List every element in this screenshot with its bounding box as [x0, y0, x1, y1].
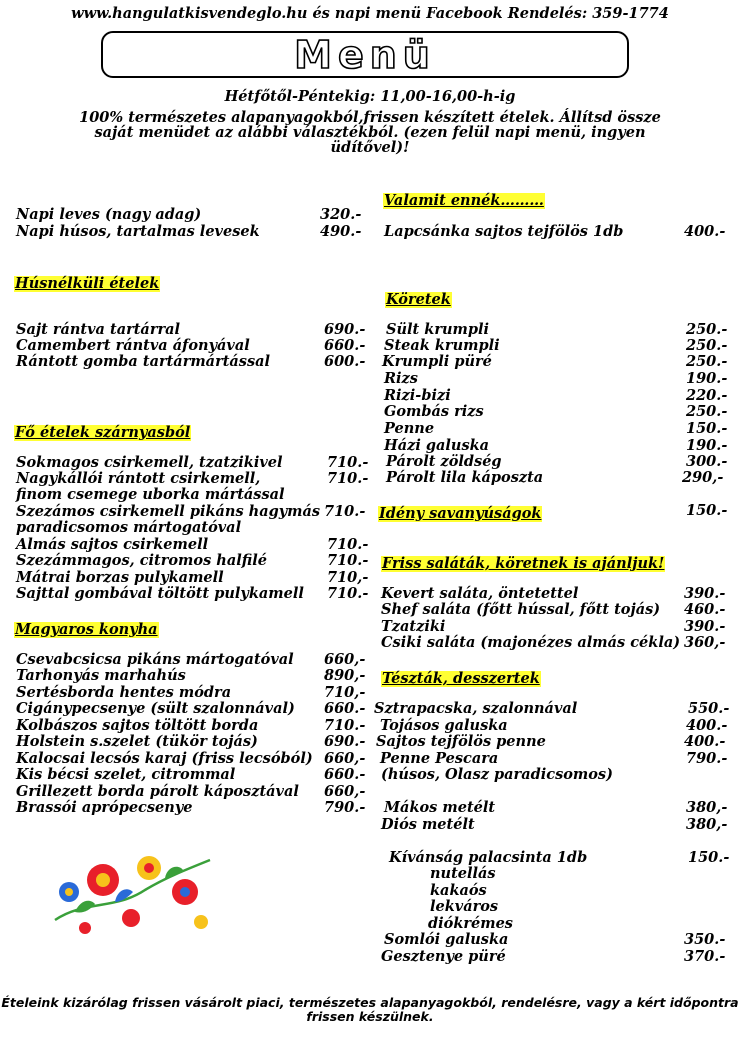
menu-item-name: finom csemege uborka mártással: [16, 486, 285, 503]
menu-item-price: 400.-: [684, 733, 726, 750]
menu-item-name: Gombás rizs: [384, 403, 484, 420]
menu-item-price: 660,-: [324, 651, 366, 668]
menu-item-name: Kalocsai lecsós karaj (friss lecsóból): [16, 750, 313, 767]
section-title-salads: Friss saláták, köretnek is ajánljuk!: [382, 555, 665, 572]
menu-item-name: Sokmagos csirkemell, tzatzikivel: [16, 454, 283, 471]
menu-item-price: 190.-: [686, 437, 728, 454]
menu-item-name: Nagykállói rántott csirkemell,: [16, 470, 261, 487]
menu-item-name: Sajttal gombával töltött pulykamell: [16, 585, 304, 602]
menu-item-name: Párolt zöldség: [386, 453, 502, 470]
menu-item-price: 250.-: [686, 337, 728, 354]
menu-item-price: 710,-: [327, 569, 369, 586]
menu-item-price: 380,-: [686, 799, 728, 816]
menu-item-price: 790.-: [324, 799, 366, 816]
banner-title: Menü: [294, 32, 436, 77]
menu-item-name: Csiki saláta (majonézes almás cékla): [381, 634, 681, 651]
menu-item-name: Steak krumpli: [384, 337, 500, 354]
menu-item-name: Rántott gomba tartármártással: [16, 353, 271, 370]
menu-item-name: Csevabcsicsa pikáns mártogatóval: [16, 651, 294, 668]
menu-item-name: Penne: [384, 420, 435, 437]
menu-item-price: 710.-: [327, 536, 369, 553]
menu-item-price: 460.-: [684, 601, 726, 618]
menu-item-name: Napi húsos, tartalmas levesek: [16, 223, 260, 240]
menu-item-name: Shef saláta (főtt hússal, főtt tojás): [381, 601, 661, 618]
menu-item-price: 710.-: [327, 470, 369, 487]
menu-item-name: Lapcsánka sajtos tejfölös 1db: [384, 223, 624, 240]
menu-item-name: Tzatziki: [381, 618, 446, 635]
section-title-snack: Valamit ennék………: [384, 192, 544, 209]
menu-item-price: 400.-: [684, 223, 726, 240]
menu-item-name: Sztrapacska, szalonnával: [374, 700, 578, 717]
menu-item-name: Krumpli püré: [382, 353, 492, 370]
menu-item-price: 400.-: [686, 717, 728, 734]
menu-item-price: 390.-: [684, 618, 726, 635]
menu-item-price: 150.-: [686, 420, 728, 437]
header-contact-line: www.hangulatkisvendeglo.hu és napi menü Facebook Rendelés: 359-1774: [71, 5, 669, 22]
menu-item-price: 290,-: [682, 469, 724, 486]
menu-item-price: 250.-: [686, 403, 728, 420]
menu-item-name: Párolt lila káposzta: [386, 469, 544, 486]
menu-item-name: Sült krumpli: [386, 321, 489, 338]
menu-item-price: 890,-: [324, 667, 366, 684]
menu-banner: [101, 31, 629, 78]
menu-item-name: Szezámmagos, citromos halfilé: [16, 552, 268, 569]
filling-item: nutellás: [430, 865, 496, 882]
menu-item-price: 660,-: [324, 783, 366, 800]
menu-item-price: 600.-: [324, 353, 366, 370]
menu-item-name: Sertésborda hentes módra: [16, 684, 232, 701]
menu-item-name: Kívánság palacsinta 1db: [389, 849, 588, 866]
footer-note: Ételeink kizárólag frissen vásárolt piaci, természetes alapanyagokból, rendelésre, vagy a kért időpontra frissen készülnek.: [1, 995, 739, 1024]
section-title-pasta: Tészták, desszertek: [382, 670, 540, 687]
menu-item-price: 360,-: [684, 634, 726, 651]
menu-item-price: 550.-: [688, 700, 730, 717]
menu-item-name: Diós metélt: [381, 816, 475, 833]
menu-item-name: Camembert rántva áfonyával: [16, 337, 250, 354]
menu-item-name: Gesztenye püré: [381, 948, 506, 965]
menu-item-price: 220.-: [686, 387, 728, 404]
flower-embroidery-image: [45, 840, 215, 940]
menu-item-name: Tarhonyás marhahús: [16, 667, 186, 684]
filling-item: diókrémes: [428, 915, 513, 932]
menu-item-price: 300.-: [686, 453, 728, 470]
section-title-pickles: Idény savanyúságok: [379, 505, 542, 522]
menu-item-price: 710,-: [324, 684, 366, 701]
menu-item-price: 790.-: [686, 750, 728, 767]
section-title-hungarian: Magyaros konyha: [15, 621, 158, 638]
menu-item-price: 250.-: [686, 321, 728, 338]
menu-item-name: Kolbászos sajtos töltött borda: [16, 717, 259, 734]
menu-item-name: Mátrai borzas pulykamell: [16, 569, 224, 586]
menu-item-price: 660.-: [324, 766, 366, 783]
menu-item-name: Napi leves (nagy adag): [16, 206, 202, 223]
menu-item-price: 710.-: [324, 717, 366, 734]
menu-item-name: Sajtos tejfölös penne: [376, 733, 546, 750]
menu-item-name: Kis bécsi szelet, citrommal: [16, 766, 236, 783]
menu-item-name: paradicsomos mártogatóval: [16, 519, 242, 536]
menu-item-name: Brassói aprópecsenye: [16, 799, 193, 816]
menu-item-price: 710.-: [324, 503, 366, 520]
menu-item-price: 150.-: [688, 849, 730, 866]
pickles-price: 150.-: [686, 502, 728, 519]
menu-item-price: 370.-: [684, 948, 726, 965]
menu-item-price: 490.-: [320, 223, 362, 240]
menu-item-name: Penne Pescara: [380, 750, 499, 767]
menu-item-price: 350.-: [684, 931, 726, 948]
menu-item-price: 690.-: [324, 733, 366, 750]
menu-item-price: 710.-: [327, 454, 369, 471]
menu-item-name: Cigánypecsenye (sült szalonnával): [16, 700, 295, 717]
menu-item-price: 320.-: [320, 206, 362, 223]
intro-text: 100% természetes alapanyagokból,frissen készített ételek. Állítsd össze saját menüdet az alábbi választékból. (ezen felül napi menü, ingyen üdítővel)!: [79, 109, 661, 156]
menu-item-name: Szezámos csirkemell pikáns hagymás: [16, 503, 321, 520]
menu-item-price: 710.-: [327, 585, 369, 602]
menu-item-name: Mákos metélt: [384, 799, 496, 816]
menu-item-name: Tojásos galuska: [380, 717, 508, 734]
opening-hours: Hétfőtől-Péntekig: 11,00-16,00-h-ig: [224, 88, 516, 105]
filling-item: kakaós: [430, 882, 487, 899]
filling-item: lekváros: [430, 898, 499, 915]
menu-item-name: Rizs: [384, 370, 418, 387]
section-title-meatless: Húsnélküli ételek: [15, 275, 160, 292]
menu-item-price: 690.-: [324, 321, 366, 338]
menu-item-name: Grillezett borda párolt káposztával: [16, 783, 299, 800]
menu-item-name: Kevert saláta, öntetettel: [381, 585, 579, 602]
menu-item-name: Somlói galuska: [384, 931, 509, 948]
menu-item-price: 390.-: [684, 585, 726, 602]
menu-item-name: (húsos, Olasz paradicsomos): [381, 766, 613, 783]
menu-item-price: 660.-: [324, 337, 366, 354]
menu-item-name: Sajt rántva tartárral: [16, 321, 181, 338]
menu-item-price: 250.-: [686, 353, 728, 370]
menu-item-name: Rizi-bizi: [384, 387, 451, 404]
section-title-sides: Köretek: [386, 291, 451, 308]
menu-item-price: 380,-: [686, 816, 728, 833]
menu-item-price: 660,-: [324, 750, 366, 767]
menu-item-name: Holstein s.szelet (tükör tojás): [16, 733, 258, 750]
menu-item-name: Almás sajtos csirkemell: [16, 536, 209, 553]
section-title-poultry: Fő ételek szárnyasból: [15, 424, 191, 441]
menu-item-price: 660.-: [324, 700, 366, 717]
menu-item-name: Házi galuska: [384, 437, 490, 454]
menu-item-price: 190.-: [686, 370, 728, 387]
menu-item-price: 710.-: [327, 552, 369, 569]
